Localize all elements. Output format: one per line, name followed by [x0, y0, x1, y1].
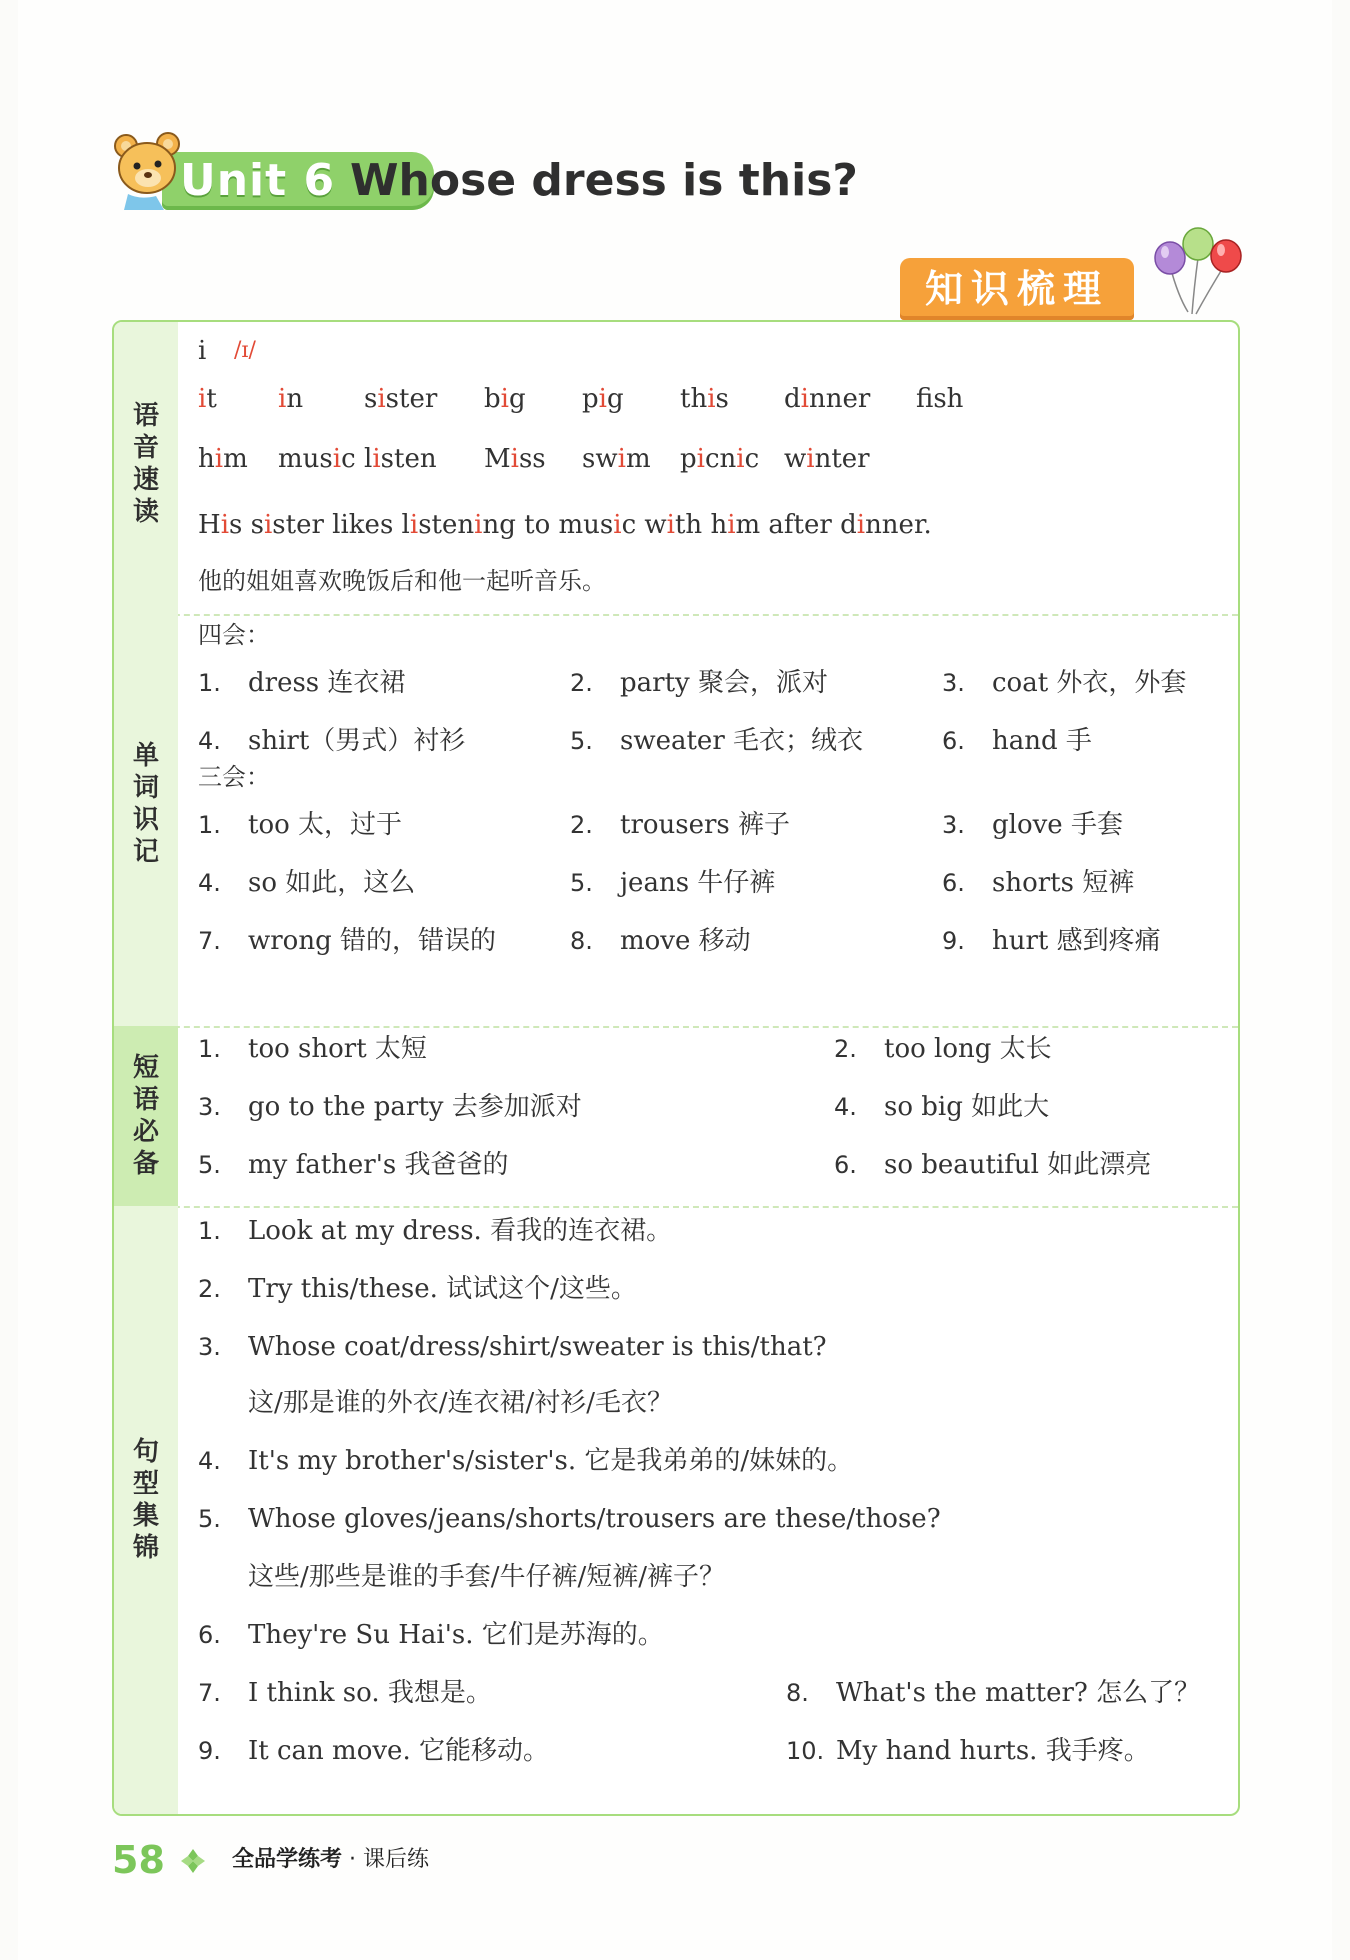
item-text: 这/那是谁的外衣/连衣裙/衬衫/毛衣？ — [248, 1388, 674, 1418]
sentence-item — [198, 1272, 637, 1306]
phonics-content — [178, 322, 1238, 614]
word-item — [198, 924, 496, 958]
item-text: It's my brother's/sister's. 它是我弟弟的/妹妹的。 — [248, 1446, 854, 1476]
phonics-highlight: i — [377, 384, 386, 414]
item-number: 3. — [942, 811, 965, 839]
item-text: so big 如此大 — [884, 1092, 1050, 1122]
phonics-part: ster — [385, 384, 438, 414]
word-item — [198, 866, 415, 900]
sentences-label — [114, 1436, 178, 1564]
phonics-part: n — [286, 384, 304, 414]
phonics-part: s — [715, 384, 729, 414]
phonics-part: m — [223, 444, 248, 474]
sentence-item — [198, 1444, 853, 1478]
phonics-part: p — [680, 444, 697, 474]
word-item — [942, 924, 1161, 958]
item-number: 1. — [198, 811, 221, 839]
item-text: Look at my dress. 看我的连衣裙。 — [248, 1216, 673, 1246]
item-text: 这些/那些是谁的手套/牛仔裤/短裤/裤子？ — [248, 1562, 726, 1592]
phonics-word — [784, 442, 870, 476]
phonics-highlight: i — [806, 444, 815, 474]
phonics-part: d — [784, 384, 801, 414]
word-item — [570, 724, 863, 758]
item-number: 5. — [198, 1505, 221, 1533]
unit-label: Unit 6 — [180, 155, 336, 206]
word-item — [942, 724, 1092, 758]
phonics-word — [582, 382, 624, 416]
item-number: 5. — [198, 1151, 221, 1179]
sentence-highlight: i — [666, 510, 675, 540]
phonics-part: nner — [808, 384, 871, 414]
word-item — [942, 666, 1186, 700]
phonics-word — [364, 382, 437, 416]
phonics-highlight: i — [278, 384, 287, 414]
item-number: 9. — [942, 927, 965, 955]
phrases-label-text: 短语必备 — [132, 1053, 159, 1179]
phonics-word — [582, 442, 651, 476]
phonics-word — [484, 442, 546, 476]
phonics-highlight: i — [736, 444, 745, 474]
phonics-part: t — [206, 384, 217, 414]
phonics-word — [278, 382, 303, 416]
phonics-part: sh — [933, 384, 964, 414]
word-item — [198, 666, 405, 700]
item-number: 2. — [834, 1035, 857, 1063]
item-number: 6. — [942, 727, 965, 755]
item-text: wrong 错的，错误的 — [248, 926, 496, 956]
phonics-highlight: i — [332, 444, 342, 474]
phonics-sentence-zh: 他的姐姐喜欢晚饭后和他一起听音乐。 — [198, 567, 606, 595]
item-text: trousers 裤子 — [620, 810, 791, 840]
phonics-part: c — [744, 444, 760, 474]
sentence-item — [198, 1618, 664, 1652]
item-text: jeans 牛仔裤 — [620, 868, 776, 898]
word-item — [198, 808, 402, 842]
item-text: glove 手套 — [992, 810, 1123, 840]
item-text: They're Su Hai's. 它们是苏海的。 — [248, 1620, 664, 1650]
item-text: Whose gloves/jeans/shorts/trousers are these/those? — [248, 1504, 941, 1534]
item-number: 3. — [942, 669, 965, 697]
item-number: 4. — [198, 1447, 221, 1475]
diamond-icon — [180, 1848, 206, 1874]
phonics-part: c — [341, 444, 356, 474]
phrases-label — [114, 1052, 178, 1180]
phonics-word — [680, 442, 759, 476]
unit-header — [110, 130, 1010, 230]
item-text: What's the matter? 怎么了？ — [836, 1678, 1201, 1708]
sentence-item — [198, 1676, 492, 1710]
item-number: 1. — [198, 1035, 221, 1063]
item-number: 3. — [198, 1333, 221, 1361]
item-number: 3. — [198, 1093, 221, 1121]
item-text: My hand hurts. 我手疼。 — [836, 1736, 1150, 1766]
word-item — [570, 808, 790, 842]
phonics-sentence-en — [198, 508, 932, 542]
phrase-item — [198, 1148, 509, 1182]
phonics-highlight: i — [696, 444, 705, 474]
words-label-text: 单词识记 — [132, 741, 159, 867]
four-title: 四会： — [198, 621, 270, 649]
sentences-content — [178, 1206, 1238, 1814]
item-number: 8. — [786, 1679, 809, 1707]
item-text: shorts 短裤 — [992, 868, 1135, 898]
words-content — [178, 614, 1238, 1026]
word-item — [570, 666, 828, 700]
item-number: 2. — [198, 1275, 221, 1303]
sentence-highlight: i — [474, 510, 483, 540]
sentence-item — [786, 1676, 1200, 1710]
sentence-highlight: i — [220, 510, 230, 540]
item-text: dress 连衣裙 — [248, 668, 406, 698]
brand-sub: 课后练 — [363, 1847, 430, 1872]
words-label — [114, 740, 178, 868]
phonics-highlight: i — [198, 384, 207, 414]
sentence-part: ster likes l — [272, 510, 410, 540]
item-number: 1. — [198, 669, 221, 697]
phonics-part: m — [625, 444, 651, 474]
phonics-highlight: i — [598, 384, 607, 414]
phonics-word — [916, 382, 963, 416]
badge-text: 知识梳理 — [924, 267, 1109, 311]
phonics-part: sw — [582, 444, 618, 474]
phonics-label — [114, 400, 178, 528]
item-text: so beautiful 如此漂亮 — [884, 1150, 1152, 1180]
unit-title: Whose dress is this? — [350, 155, 858, 206]
sentence-highlight: i — [856, 510, 866, 540]
phonics-phoneme: /ɪ/ — [234, 338, 256, 363]
item-text: Whose coat/dress/shirt/sweater is this/that? — [248, 1332, 827, 1362]
phonics-letter: i — [198, 336, 207, 366]
item-text: go to the party 去参加派对 — [248, 1092, 582, 1122]
item-number: 10. — [786, 1737, 825, 1765]
words-section — [114, 614, 1238, 1028]
phonics-word — [198, 382, 217, 416]
phonics-highlight: i — [707, 384, 716, 414]
sentence-item — [198, 1734, 549, 1768]
phonics-word — [680, 382, 729, 416]
phonics-highlight: i — [214, 444, 224, 474]
sentence-highlight: i — [613, 510, 622, 540]
page-footer — [112, 1830, 712, 1890]
phonics-label-text: 语音速读 — [132, 401, 159, 527]
phonics-word — [198, 442, 248, 476]
phrases-content — [178, 1026, 1238, 1206]
knowledge-box — [112, 320, 1240, 1816]
phonics-part: f — [916, 384, 934, 414]
section-badge — [900, 258, 1134, 320]
phonics-part: p — [582, 384, 599, 414]
phonics-word — [364, 442, 437, 476]
sentence-part: c w — [621, 510, 667, 540]
phonics-word — [784, 382, 870, 416]
phonics-part: th — [680, 384, 708, 414]
item-number: 4. — [198, 869, 221, 897]
word-item — [198, 724, 465, 758]
phrase-item — [834, 1032, 1052, 1066]
phonics-part: mus — [278, 444, 333, 474]
sentence-highlight: i — [727, 510, 736, 540]
item-number: 7. — [198, 927, 221, 955]
sentence-item — [198, 1386, 673, 1420]
item-text: sweater 毛衣；绒衣 — [620, 726, 864, 756]
brand — [232, 1830, 429, 1890]
balloons-icon — [1148, 226, 1248, 318]
sentence-part: ng to mus — [482, 510, 614, 540]
phrases-section — [114, 1026, 1238, 1208]
sentences-label-text: 句型集锦 — [132, 1437, 159, 1563]
item-number: 6. — [834, 1151, 857, 1179]
phonics-part: s — [364, 384, 378, 414]
sentence-item — [198, 1560, 725, 1594]
phonics-part: w — [784, 444, 807, 474]
sentence-part: th h — [674, 510, 728, 540]
word-item — [570, 924, 751, 958]
item-number: 1. — [198, 1217, 221, 1245]
item-text: too short 太短 — [248, 1034, 427, 1064]
phonics-part: nter — [814, 444, 870, 474]
item-number: 8. — [570, 927, 593, 955]
word-item — [570, 866, 775, 900]
brand-name: 全品学练考 — [232, 1847, 343, 1872]
sentences-section — [114, 1206, 1238, 1814]
word-item — [942, 808, 1123, 842]
phonics-highlight: i — [800, 384, 809, 414]
item-text: so 如此，这么 — [248, 868, 416, 898]
item-number: 2. — [570, 669, 593, 697]
sentence-part: sten — [418, 510, 475, 540]
brand-dot: · — [349, 1847, 357, 1872]
phrase-item — [198, 1032, 427, 1066]
item-text: move 移动 — [620, 926, 751, 956]
item-text: coat 外衣，外套 — [992, 668, 1187, 698]
sentence-item — [198, 1214, 672, 1248]
phrase-item — [834, 1090, 1049, 1124]
phonics-part: g — [508, 384, 526, 414]
item-number: 9. — [198, 1737, 221, 1765]
bear-mascot-icon — [110, 130, 190, 210]
phonics-part: h — [198, 444, 215, 474]
item-number: 4. — [834, 1093, 857, 1121]
phonics-part: ss — [518, 444, 546, 474]
item-text: I think so. 我想是。 — [248, 1678, 492, 1708]
page-number: 58 — [112, 1838, 165, 1882]
item-text: hurt 感到疼痛 — [992, 926, 1161, 956]
item-number: 6. — [198, 1621, 221, 1649]
sentence-part: m after d — [735, 510, 857, 540]
phonics-part: cn — [704, 444, 737, 474]
sentence-part: s s — [229, 510, 264, 540]
phonics-highlight: i — [510, 444, 519, 474]
item-text: shirt（男式）衬衫 — [248, 726, 466, 756]
phonics-word — [278, 442, 356, 476]
sentence-part: nner. — [865, 510, 932, 540]
sentence-highlight: i — [409, 510, 419, 540]
sentence-item — [198, 1330, 827, 1364]
phonics-word — [484, 382, 526, 416]
item-text: too 太，过于 — [248, 810, 403, 840]
item-number: 5. — [570, 869, 593, 897]
phonics-highlight: i — [372, 444, 381, 474]
item-text: my father's 我爸爸的 — [248, 1150, 509, 1180]
item-number: 7. — [198, 1679, 221, 1707]
item-number: 5. — [570, 727, 593, 755]
phonics-highlight: i — [500, 384, 509, 414]
phrase-item — [198, 1090, 582, 1124]
word-item — [942, 866, 1134, 900]
phonics-part: l — [364, 444, 373, 474]
sentence-highlight: i — [263, 510, 273, 540]
sentence-item — [198, 1502, 941, 1536]
item-text: Try this/these. 试试这个/这些。 — [248, 1274, 637, 1304]
item-text: too long 太长 — [884, 1034, 1052, 1064]
three-title: 三会： — [198, 763, 270, 791]
item-number: 6. — [942, 869, 965, 897]
item-text: hand 手 — [992, 726, 1092, 756]
phrase-item — [834, 1148, 1151, 1182]
item-number: 2. — [570, 811, 593, 839]
phonics-part: b — [484, 384, 501, 414]
item-number: 4. — [198, 727, 221, 755]
sentence-item — [786, 1734, 1150, 1768]
phonics-part: sten — [380, 444, 437, 474]
phonics-section — [114, 322, 1238, 616]
item-text: party 聚会，派对 — [620, 668, 828, 698]
phonics-part: g — [606, 384, 624, 414]
item-text: It can move. 它能移动。 — [248, 1736, 549, 1766]
phonics-highlight: i — [617, 444, 626, 474]
sentence-part: H — [198, 510, 221, 540]
phonics-part: M — [484, 444, 511, 474]
